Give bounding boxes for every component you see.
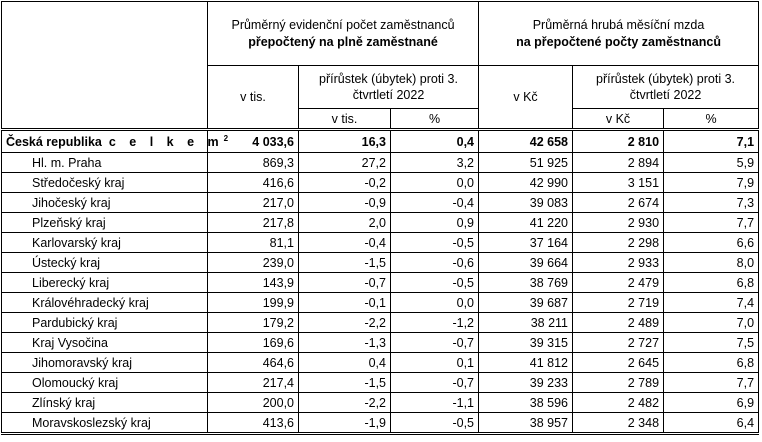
- table-row: [2, 173, 759, 193]
- employees-header: [208, 2, 479, 66]
- region-employees: 464,6: [208, 353, 299, 373]
- region-wage-change-pct: 5,9: [664, 153, 759, 173]
- region-emp-change-pct: 0,1: [391, 353, 479, 373]
- total-footnote: 2: [223, 133, 229, 143]
- table-row: [2, 233, 759, 253]
- region-employees: 143,9: [208, 273, 299, 293]
- table-row: [2, 153, 759, 173]
- region-emp-change-abs: 0,4: [299, 353, 391, 373]
- table-row: [2, 293, 759, 313]
- region-employees: 217,4: [208, 373, 299, 393]
- region-wage: 39 687: [479, 293, 573, 313]
- total-wage-change-pct: 7,1: [664, 130, 759, 153]
- region-wage-change-abs: 2 645: [573, 353, 664, 373]
- total-name-cell: [2, 130, 229, 153]
- region-name: Plzeňský kraj: [2, 213, 208, 233]
- wages-unit-header: v Kč: [479, 66, 573, 130]
- emp-change-pct-unit: %: [391, 109, 479, 130]
- table-row: [2, 373, 759, 393]
- table-row: [2, 413, 759, 434]
- region-wage: 41 220: [479, 213, 573, 233]
- region-emp-change-pct: 3,2: [391, 153, 479, 173]
- employees-title-line2: přepočtený na plně zaměstnané: [248, 34, 438, 49]
- region-wage: 37 164: [479, 233, 573, 253]
- region-employees: 239,0: [208, 253, 299, 273]
- region-wage-change-pct: 7,7: [664, 373, 759, 393]
- region-wage-change-abs: 2 719: [573, 293, 664, 313]
- region-wage-change-abs: 2 489: [573, 313, 664, 333]
- region-wage: 38 769: [479, 273, 573, 293]
- region-wage: 38 596: [479, 393, 573, 413]
- region-wage-change-abs: 2 727: [573, 333, 664, 353]
- region-emp-change-abs: -1,5: [299, 253, 391, 273]
- region-name: Karlovarský kraj: [2, 233, 208, 253]
- region-wage-change-pct: 6,8: [664, 353, 759, 373]
- table-row: [2, 213, 759, 233]
- region-name: Olomoucký kraj: [2, 373, 208, 393]
- region-wage-change-abs: 2 674: [573, 193, 664, 213]
- total-suffix: c e l k e m: [108, 134, 224, 149]
- total-employees: 4 033,6: [208, 130, 299, 153]
- region-emp-change-abs: -0,4: [299, 233, 391, 253]
- region-wage-change-pct: 7,7: [664, 213, 759, 233]
- wages-change-header: přírůstek (úbytek) proti 3. čtvrtletí 2022: [573, 66, 759, 109]
- regional-statistics-table: [1, 1, 759, 435]
- region-emp-change-pct: -0,7: [391, 373, 479, 393]
- region-wage-change-pct: 6,8: [664, 273, 759, 293]
- region-wage: 39 315: [479, 333, 573, 353]
- total-emp-change-abs: 16,3: [299, 130, 391, 153]
- region-emp-change-abs: -2,2: [299, 393, 391, 413]
- corner-cell: [2, 2, 208, 130]
- region-wage-change-abs: 2 894: [573, 153, 664, 173]
- total-emp-change-pct: 0,4: [391, 130, 479, 153]
- region-employees: 179,2: [208, 313, 299, 333]
- region-wage-change-abs: 2 933: [573, 253, 664, 273]
- region-name: Královéhradecký kraj: [2, 293, 208, 313]
- region-employees: 169,6: [208, 333, 299, 353]
- region-name: Zlínský kraj: [2, 393, 208, 413]
- region-wage: 39 233: [479, 373, 573, 393]
- table-row: [2, 393, 759, 413]
- region-employees: 413,6: [208, 413, 299, 434]
- region-employees: 217,8: [208, 213, 299, 233]
- region-emp-change-pct: -0,5: [391, 413, 479, 434]
- emp-change-abs-unit: v tis.: [299, 109, 391, 130]
- employees-unit-header: v tis.: [208, 66, 299, 130]
- region-emp-change-abs: -1,5: [299, 373, 391, 393]
- region-name: Hl. m. Praha: [2, 153, 208, 173]
- region-emp-change-pct: -0,4: [391, 193, 479, 213]
- region-emp-change-pct: -1,2: [391, 313, 479, 333]
- region-emp-change-pct: 0,0: [391, 293, 479, 313]
- total-wage: 42 658: [479, 130, 573, 153]
- region-wage-change-abs: 3 151: [573, 173, 664, 193]
- table-row: [2, 253, 759, 273]
- region-employees: 217,0: [208, 193, 299, 213]
- region-emp-change-abs: -0,9: [299, 193, 391, 213]
- region-rows: [2, 153, 759, 434]
- region-employees: 869,3: [208, 153, 299, 173]
- region-wage-change-pct: 7,9: [664, 173, 759, 193]
- region-name: Jihočeský kraj: [2, 193, 208, 213]
- table-row: [2, 333, 759, 353]
- region-wage-change-abs: 2 930: [573, 213, 664, 233]
- region-emp-change-abs: -1,9: [299, 413, 391, 434]
- region-name: Ústecký kraj: [2, 253, 208, 273]
- table-row: [2, 313, 759, 333]
- region-emp-change-pct: 0,0: [391, 173, 479, 193]
- region-wage-change-pct: 6,9: [664, 393, 759, 413]
- region-emp-change-pct: -0,6: [391, 253, 479, 273]
- region-employees: 200,0: [208, 393, 299, 413]
- region-name: Moravskoslezský kraj: [2, 413, 208, 434]
- region-name: Jihomoravský kraj: [2, 353, 208, 373]
- region-wage: 41 812: [479, 353, 573, 373]
- region-wage-change-abs: 2 482: [573, 393, 664, 413]
- wage-change-pct-unit: %: [664, 109, 759, 130]
- region-emp-change-abs: -0,2: [299, 173, 391, 193]
- total-wage-change-abs: 2 810: [573, 130, 664, 153]
- wages-header: [479, 2, 759, 66]
- region-wage: 51 925: [479, 153, 573, 173]
- region-employees: 416,6: [208, 173, 299, 193]
- region-wage: 39 664: [479, 253, 573, 273]
- region-employees: 81,1: [208, 233, 299, 253]
- region-emp-change-pct: -0,7: [391, 333, 479, 353]
- region-emp-change-pct: -1,1: [391, 393, 479, 413]
- employees-title-line1: Průměrný evidenční počet zaměstnanců: [231, 17, 455, 32]
- wages-title-line2: na přepočtené počty zaměstnanců: [516, 34, 721, 49]
- region-wage-change-pct: 7,3: [664, 193, 759, 213]
- wages-title-line1: Průměrná hrubá měsíční mzda: [532, 17, 705, 32]
- region-wage-change-abs: 2 298: [573, 233, 664, 253]
- region-wage-change-pct: 8,0: [664, 253, 759, 273]
- region-wage: 39 083: [479, 193, 573, 213]
- region-name: Středočeský kraj: [2, 173, 208, 193]
- region-wage: 38 957: [479, 413, 573, 434]
- table-row: [2, 273, 759, 293]
- region-wage-change-pct: 7,0: [664, 313, 759, 333]
- region-wage-change-pct: 6,4: [664, 413, 759, 434]
- region-wage-change-abs: 2 789: [573, 373, 664, 393]
- region-wage-change-pct: 6,6: [664, 233, 759, 253]
- region-emp-change-pct: -0,5: [391, 233, 479, 253]
- region-emp-change-abs: -1,3: [299, 333, 391, 353]
- region-wage-change-pct: 7,4: [664, 293, 759, 313]
- region-name: Kraj Vysočina: [2, 333, 208, 353]
- region-wage: 42 990: [479, 173, 573, 193]
- region-wage-change-abs: 2 479: [573, 273, 664, 293]
- region-emp-change-abs: 2,0: [299, 213, 391, 233]
- table-row: [2, 353, 759, 373]
- region-employees: 199,9: [208, 293, 299, 313]
- region-wage-change-abs: 2 348: [573, 413, 664, 434]
- region-wage-change-pct: 7,5: [664, 333, 759, 353]
- header-row-1: [2, 2, 759, 66]
- region-wage: 38 211: [479, 313, 573, 333]
- region-emp-change-abs: -2,2: [299, 313, 391, 333]
- region-name: Liberecký kraj: [2, 273, 208, 293]
- employees-change-header: přírůstek (úbytek) proti 3. čtvrtletí 2022: [299, 66, 479, 109]
- region-emp-change-abs: -0,1: [299, 293, 391, 313]
- table-row: [2, 193, 759, 213]
- region-name: Pardubický kraj: [2, 313, 208, 333]
- region-emp-change-abs: 27,2: [299, 153, 391, 173]
- region-emp-change-pct: -0,5: [391, 273, 479, 293]
- wage-change-abs-unit: v Kč: [573, 109, 664, 130]
- region-emp-change-abs: -0,7: [299, 273, 391, 293]
- region-emp-change-pct: 0,9: [391, 213, 479, 233]
- total-name: Česká republika: [6, 134, 102, 149]
- total-row: [2, 130, 759, 153]
